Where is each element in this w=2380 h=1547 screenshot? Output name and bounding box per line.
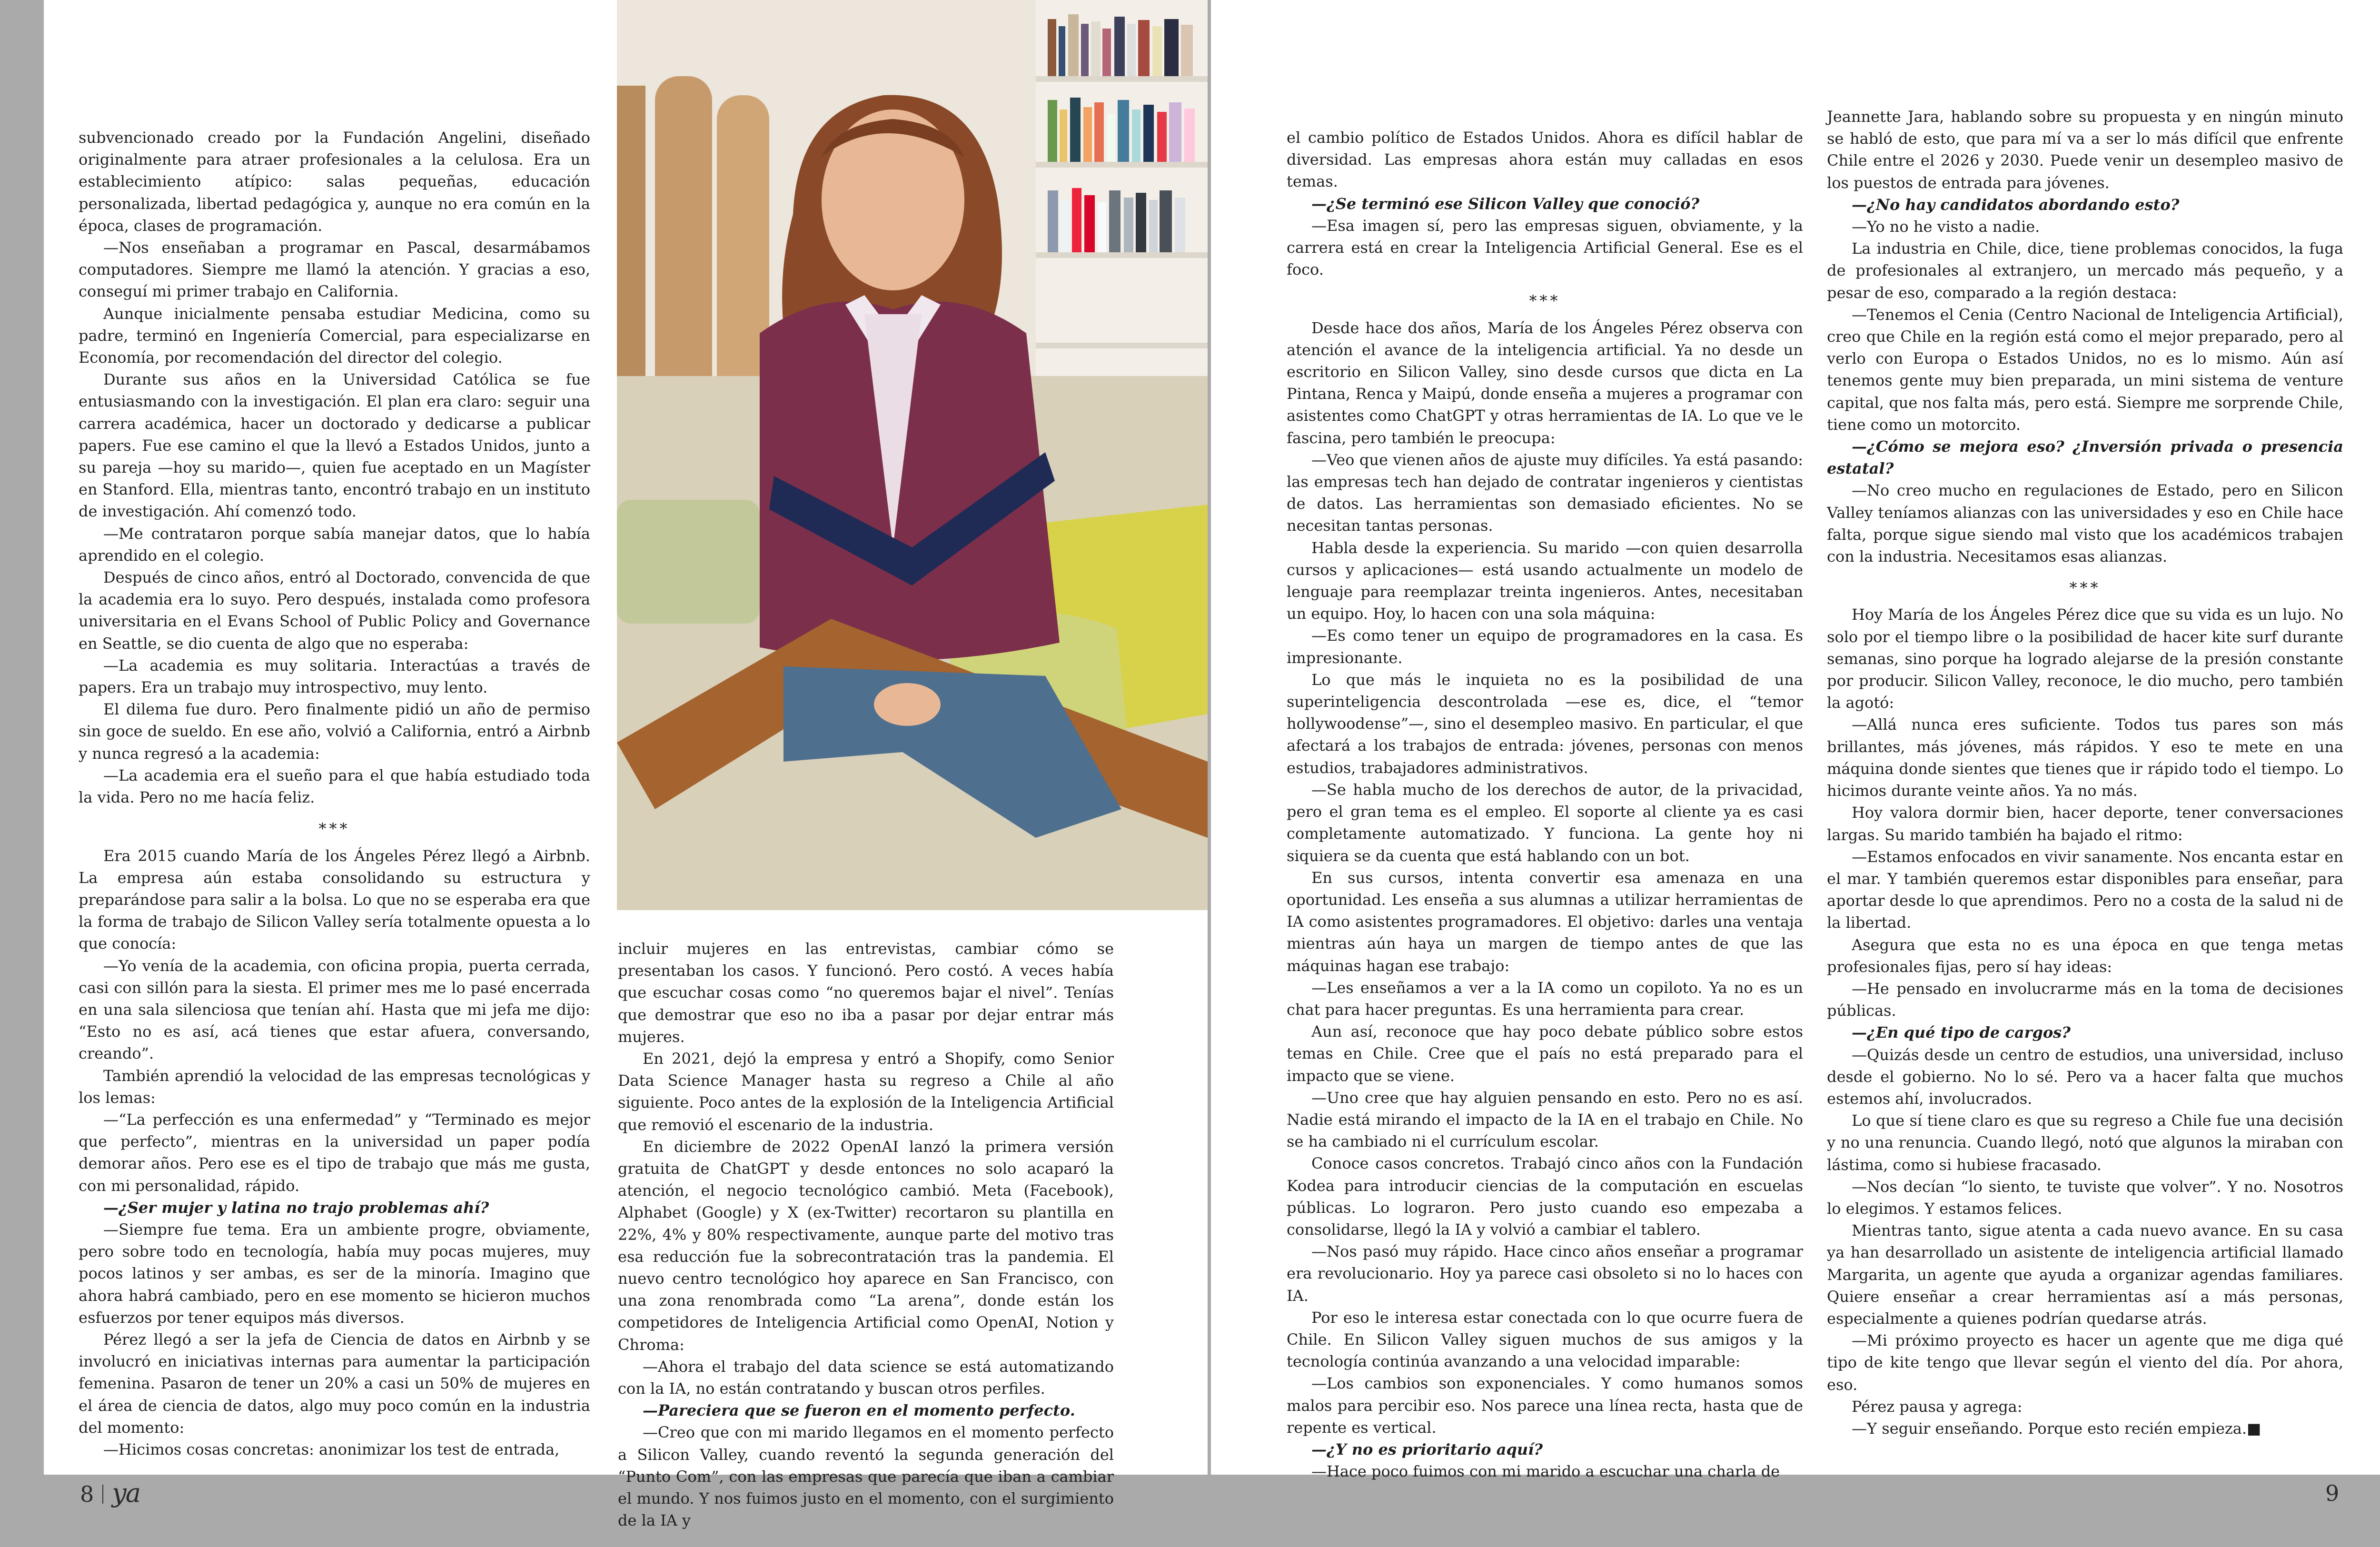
interview-question: —¿En qué tipo de cargos?	[1852, 1023, 2071, 1042]
paragraph: subvencionado creado por la Fundación Angelini, diseñado originalmente para atraer profesionales a la celulosa. Era un establecimiento atípico: salas pequeñas, educación personalizada, libertad pedagógica y, aunque no era común en la época, clases de programación.	[79, 129, 590, 235]
paragraph: —Los cambios son exponenciales. Y como humanos somos malos para percibir eso. Nos parece una línea recta, hasta que de repente es vertical.	[1287, 1374, 1803, 1437]
paragraph: —Yo no he visto a nadie.	[1852, 218, 2040, 236]
paragraph: —Se habla mucho de los derechos de autor, de la privacidad, pero el gran tema es el empleo. El soporte al cliente ya es casi completamente automatizado. Y funciona. La gente hoy ni siquiera se da cuenta que está hablando con un bot.	[1287, 780, 1803, 865]
text-column-2	[618, 938, 1114, 1531]
portrait-photo	[617, 0, 1208, 910]
paragraph: —Esa imagen sí, pero las empresas siguen, obviamente, y la carrera está en crear la Inteligencia Artificial General. Ese es el foco.	[1287, 216, 1803, 279]
paragraph: —Tenemos el Cenia (Centro Nacional de Inteligencia Artificial), creo que Chile en la región está como el mejor preparado, pero al verlo con Europa o Estados Unidos, no es lo mismo. Aún así tenemos gente muy bien preparada, un mini sistema de venture capital, que nos falta más, pero está. Siempre me sorprende Chile, tiene como un motorcito.	[1827, 305, 2343, 434]
paragraph: —La academia es muy solitaria. Interactúas a través de papers. Era un trabajo muy introspectivo, muy lento.	[79, 656, 590, 697]
paragraph: Lo que sí tiene claro es que su regreso a Chile fue una decisión y no una renuncia. Cuando llegó, notó que algunos la miraban con lástima, como si hubiese fracasado.	[1827, 1111, 2343, 1174]
section-separator: ***	[2069, 579, 2101, 597]
paragraph: —Hicimos cosas concretas: anonimizar los test de entrada,	[103, 1440, 560, 1458]
paragraph: —Nos enseñaban a programar en Pascal, desarmábamos computadores. Siempre me llamó la atención. Y gracias a eso, conseguí mi primer trabajo en California.	[79, 238, 590, 301]
paragraph: Era 2015 cuando María de los Ángeles Pérez llegó a Airbnb. La empresa aún estaba consolidando su estructura y preparándose para salir a la bolsa. Lo que no se esperaba era que la forma de trabajo de Silicon Valley sería totalmente opuesta a lo que conocía:	[79, 846, 590, 953]
paragraph: el cambio político de Estados Unidos. Ahora es difícil hablar de diversidad. Las empresas ahora están muy calladas en esos temas.	[1287, 129, 1803, 191]
paragraph: Jeannette Jara, hablando sobre su propuesta y en ningún minuto se habló de esto, que para mí va a ser lo más difícil que enfrente Chile entre el 2026 y 2030. Puede venir un desempleo masivo de los puestos de entrada para jóvenes.	[1827, 108, 2343, 192]
paragraph: Aun así, reconoce que hay poco debate público sobre estos temas en Chile. Cree que el país no está preparado para el impacto que se viene.	[1287, 1022, 1803, 1085]
paragraph: Desde hace dos años, María de los Ángeles Pérez observa con atención el avance de la inteligencia artificial. Ya no desde un escritorio en Silicon Valley, sino desde cursos que dicta en La Pintana, Renca y Maipú, donde enseña a mujeres a programar con asistentes como ChatGPT y otras herramientas de IA. Lo que ve le fascina, pero también le preocupa:	[1287, 318, 1803, 447]
paragraph: Aunque inicialmente pensaba estudiar Medicina, como su padre, terminó en Ingeniería Comercial, para especializarse en Economía, por recomendación del director del colegio.	[79, 304, 590, 367]
paragraph: Conoce casos concretos. Trabajó cinco años con la Fundación Kodea para introducir ciencias de la computación en escuelas públicas. Lo lograron. Pero justo cuando eso empezaba a consolidarse, llegó la IA y volvió a cambiar el tablero.	[1287, 1154, 1803, 1239]
paragraph: Pérez llegó a ser la jefa de Ciencia de datos en Airbnb y se involucró en iniciativas internas para aumentar la participación femenina. Pasaron de tener un 20% a casi un 50% de mujeres en el área de ciencia de datos, algo muy poco común en la industria del momento:	[79, 1330, 590, 1437]
interview-question: —¿No hay candidatos abordando esto?	[1852, 195, 2180, 214]
interview-question: —¿Se terminó ese Silicon Valley que conoció?	[1311, 194, 1700, 213]
page-number-right: 9	[2325, 1480, 2340, 1506]
paragraph: —Y seguir enseñando. Porque esto recién empieza.■	[1852, 1419, 2261, 1438]
paragraph: —Es como tener un equipo de programadores en la casa. Es impresionante.	[1287, 626, 1803, 667]
paragraph: —Yo venía de la academia, con oficina propia, puerta cerrada, casi con sillón para la siesta. El primer mes me lo pasé encerrada en una sala silenciosa que tenían ahí. Hasta que mi jefa me dijo: “Esto no es así, acá tienes que estar afuera, conversando, creando”.	[79, 956, 590, 1063]
paragraph: —Me contrataron porque sabía manejar datos, que lo había aprendido en el colegio.	[79, 524, 590, 565]
paragraph: Habla desde la experiencia. Su marido —con quien desarrolla cursos y aplicaciones— está usando actualmente un modelo de lenguaje para reemplazar treinta ingenieros. Antes, necesitaban un equipo. Hoy, lo hacen con una sola máquina:	[1287, 538, 1803, 623]
paragraph: incluir mujeres en las entrevistas, cambiar cómo se presentaban los casos. Y funcionó. Pero costó. A veces había que escuchar cosas como “no queremos bajar el nivel”. Tenías que demostrar que eso no iba a pasar por dejar entrar más mujeres.	[618, 940, 1114, 1046]
interview-question: —¿Cómo se mejora eso? ¿Inversión privada o presencia estatal?	[1827, 437, 2343, 478]
text-column-3	[1287, 127, 1803, 1482]
paragraph: —Veo que vienen años de ajuste muy difíciles. Ya está pasando: las empresas tech han dejado de contratar ingenieros y cientistas de datos. Las herramientas son demasiado eficientes. No se necesitan tantas personas.	[1287, 450, 1803, 535]
paragraph: —Ahora el trabajo del data science se está automatizando con la IA, no están contratando y buscan otros perfiles.	[618, 1357, 1114, 1398]
paragraph: Por eso le interesa estar conectada con lo que ocurre fuera de Chile. En Silicon Valley siguen muchos de sus amigos y la tecnología continúa avanzando a una velocidad imparable:	[1287, 1308, 1803, 1371]
folio-divider	[102, 1485, 103, 1504]
paragraph: Mientras tanto, sigue atenta a cada nuevo avance. En su casa ya han desarrollado un asistente de inteligencia artificial llamado Margarita, un agente que ayuda a organizar agendas familiares. Quiere enseñar a crear herramientas así a más personas, especialmente a quienes podrían quedarse atrás.	[1827, 1221, 2343, 1328]
paragraph: Después de cinco años, entró al Doctorado, convencida de que la academia era lo suyo. Pero después, instalada como profesora universitaria en el Evans School of Public Policy and Governance en Seattle, se dio cuenta de algo que no esperaba:	[79, 568, 590, 653]
paragraph: Pérez pausa y agrega:	[1852, 1397, 2023, 1416]
paragraph: El dilema fue duro. Pero finalmente pidió un año de permiso sin goce de sueldo. En ese año, volvió a California, entró a Airbnb y nunca regresó a la academia:	[79, 700, 590, 763]
paragraph: —Uno cree que hay alguien pensando en esto. Pero no es así. Nadie está mirando el impacto de la IA en el trabajo en Chile. No se ha cambiado ni el currículum escolar.	[1287, 1088, 1803, 1151]
text-column-4	[1827, 106, 2343, 1439]
paragraph: —“La perfección es una enfermedad” y “Terminado es mejor que perfecto”, mientras en la universidad un paper podía demorar años. Pero ese es el tipo de trabajo que más me gusta, con mi personalidad, rápido.	[79, 1110, 590, 1195]
paragraph: También aprendió la velocidad de las empresas tecnológicas y los lemas:	[79, 1066, 590, 1107]
paragraph: —Mi próximo proyecto es hacer un agente que me diga qué tipo de kite tengo que llevar según el viento del día. Por ahora, eso.	[1827, 1331, 2343, 1394]
paragraph: En diciembre de 2022 OpenAI lanzó la primera versión gratuita de ChatGPT y desde entonces no solo acaparó la atención, el negocio tecnológico cambió. Meta (Facebook), Alphabet (Google) y X (ex-Twitter) recortaron su plantilla en 22%, 4% y 80% respectivamente, aunque parte del motivo tras esa reducción fue la sobrecontratación tras la pandemia. El nuevo centro tecnológico hoy aparece en San Francisco, con una zona renombrada como “La arena”, donde están los competidores de Inteligencia Artificial como OpenAI, Notion y Chroma:	[618, 1137, 1114, 1354]
section-separator: ***	[318, 820, 350, 838]
paragraph: —Estamos enfocados en vivir sanamente. Nos encanta estar en el mar. Y también queremos estar disponibles para enseñar, para aportar desde lo que aprendimos. Pero no a costa de la salud ni de la libertad.	[1827, 847, 2343, 932]
paragraph: —Allá nunca eres suficiente. Todos tus pares son más brillantes, más jóvenes, más rápidos. Y eso te mete en una máquina donde sientes que tienes que ir rápido todo el tiempo. Lo hicimos durante veinte años. Ya no más.	[1827, 715, 2343, 800]
paragraph: Durante sus años en la Universidad Católica se fue entusiasmando con la investigación. El plan era claro: seguir una carrera académica, hacer un doctorado y dedicarse a publicar papers. Fue ese camino el que la llevó a Estados Unidos, junto a su pareja —hoy su marido—, quien fue aceptado en un Magíster en Stanford. Ella, mientras tanto, encontró trabajo en un instituto de investigación. Ahí comenzó todo.	[79, 370, 590, 521]
left-folio	[80, 1478, 140, 1508]
page-number-left: 8	[80, 1481, 94, 1507]
text-column-1	[79, 127, 590, 1460]
paragraph: —Creo que con mi marido llegamos en el momento perfecto a Silicon Valley, cuando reventó la segunda generación del “Punto Com”, con las empresas que parecía que iban a cambiar el mundo. Y nos fuimos justo en el momento, con el surgimiento de la IA y	[618, 1423, 1114, 1530]
paragraph: La industria en Chile, dice, tiene problemas conocidos, la fuga de profesionales al extranjero, un mercado más pequeño, y a pesar de eso, comparado a la región destaca:	[1827, 239, 2343, 302]
section-separator: ***	[1529, 292, 1561, 310]
paragraph: —Les enseñamos a ver a la IA como un copiloto. Ya no es un chat para hacer preguntas. Es una herramienta para crear.	[1287, 978, 1803, 1019]
paragraph: —Nos pasó muy rápido. Hace cinco años enseñar a programar era revolucionario. Hoy ya parece casi obsoleto si no lo haces con IA.	[1287, 1242, 1803, 1305]
interview-question: —Pareciera que se fueron en el momento perfecto.	[643, 1401, 1075, 1420]
portrait-illustration	[617, 0, 1208, 910]
paragraph: Hoy María de los Ángeles Pérez dice que su vida es un lujo. No solo por el tiempo libre o la posibilidad de hacer kite surf durante semanas, sino porque ha logrado alejarse de la presión constante por producir. Silicon Valley, reconoce, le dio mucho, pero también la agotó:	[1827, 605, 2343, 712]
magazine-logo: ya	[112, 1478, 140, 1508]
paragraph: —He pensado en involucrarme más en la toma de decisiones públicas.	[1827, 979, 2343, 1020]
paragraph: En sus cursos, intenta convertir esa amenaza en una oportunidad. Les enseña a sus alumnas a utilizar herramientas de IA como asistentes programadores. El objetivo: darles una ventaja mientras aún haya un margen de tiempo antes de que las máquinas hagan ese trabajo:	[1287, 868, 1803, 975]
paragraph: Asegura que esta no es una época en que tenga metas profesionales fijas, pero sí hay ideas:	[1827, 935, 2343, 976]
paragraph: —Siempre fue tema. Era un ambiente progre, obviamente, pero sobre todo en tecnología, había muy pocas mujeres, muy pocos latinos y ser ambas, es ser de la minoría. Imagino que ahora habrá cambiado, pero en ese momento se hicieron muchos esfuerzos por tener equipos más diversos.	[79, 1220, 590, 1327]
paragraph: Hoy valora dormir bien, hacer deporte, tener conversaciones largas. Su marido también ha bajado el ritmo:	[1827, 803, 2343, 844]
interview-question: —¿Ser mujer y latina no trajo problemas ahí?	[103, 1198, 489, 1217]
paragraph: En 2021, dejó la empresa y entró a Shopify, como Senior Data Science Manager hasta su regreso a Chile al año siguiente. Poco antes de la explosión de la Inteligencia Artificial que removió el escenario de la industria.	[618, 1050, 1114, 1134]
paragraph: —No creo mucho en regulaciones de Estado, pero en Silicon Valley teníamos alianzas con las universidades y eso en Chile hace falta, porque sigue siendo mal visto que los académicos trabajen con la industria. Necesitamos esas alianzas.	[1827, 481, 2343, 566]
paragraph: Lo que más le inquieta no es la posibilidad de una superinteligencia descontrolada —ese es, dice, el “temor hollywoodense”—, sino el desempleo masivo. En particular, el que afectará a los trabajos de entrada: jóvenes, personas con menos estudios, trabajadores administrativos.	[1287, 670, 1803, 777]
paragraph: —La academia era el sueño para el que había estudiado toda la vida. Pero no me hacía feliz.	[79, 766, 590, 807]
paragraph: —Nos decían “lo siento, te tuviste que volver”. Y no. Nosotros lo elegimos. Y estamos felices.	[1827, 1177, 2343, 1218]
interview-question: —¿Y no es prioritario aquí?	[1311, 1440, 1543, 1458]
paragraph: —Hace poco fuimos con mi marido a escuchar una charla de	[1311, 1462, 1780, 1481]
paragraph: —Quizás desde un centro de estudios, una universidad, incluso desde el gobierno. No lo sé. Pero va a hacer falta que muchos estemos ahí, involucrados.	[1827, 1045, 2343, 1108]
